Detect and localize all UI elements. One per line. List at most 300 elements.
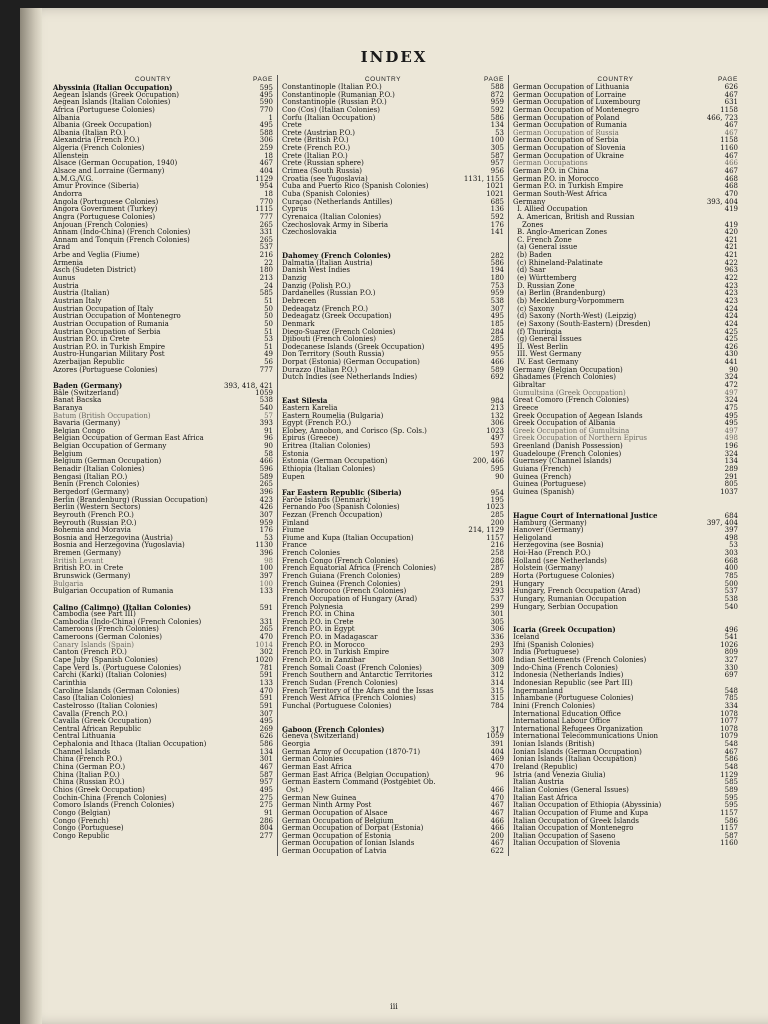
- section-gap: [513, 497, 738, 505]
- index-entry: [53, 833, 273, 841]
- entry-page: 396: [259, 549, 273, 558]
- entry-country: East Silesia: [282, 396, 328, 406]
- entry-page: 538: [724, 594, 738, 603]
- index-entry: [282, 313, 504, 321]
- entry-country: Faröe Islands (Denmark): [282, 495, 371, 504]
- entry-country: A.M.G./V.G.: [53, 174, 94, 183]
- entry-page: 293: [490, 587, 504, 596]
- entry-page: 336: [490, 633, 504, 642]
- entry-page: 1131, 1155: [463, 174, 504, 183]
- entry-country: (g) General Issues: [517, 335, 582, 344]
- entry-country: Caroline Islands (German Colonies): [53, 686, 180, 695]
- entry-page: 468: [724, 182, 738, 191]
- entry-page: 265: [259, 625, 273, 634]
- entry-country: French P.O. in China: [282, 610, 355, 619]
- entry-page: 1078: [720, 709, 738, 718]
- entry-page: 331: [259, 617, 273, 626]
- entry-page: 548: [724, 740, 738, 749]
- entry-country: Dalmatia (Italian Austria): [282, 258, 373, 267]
- entry-page: 548: [724, 763, 738, 772]
- entry-page: 500: [724, 579, 738, 588]
- entry-page: 1014: [255, 640, 273, 649]
- entry-page: 404: [259, 167, 273, 176]
- entry-page: 1037: [720, 487, 738, 496]
- entry-country: Germany (Belgian Occupation): [513, 365, 623, 374]
- entry-page: 589: [490, 365, 504, 374]
- entry-country: Cape Verd Is. (Portuguese Colonies): [53, 663, 182, 672]
- index-entry: [53, 672, 273, 680]
- entry-page: 100: [259, 564, 273, 573]
- entry-country: Guinea (Spanish): [513, 487, 575, 496]
- index-entry: [53, 397, 273, 405]
- entry-country: Crimea (South Russia): [282, 167, 363, 176]
- entry-country: German P.O. in Turkish Empire: [513, 182, 624, 191]
- entry-page: 589: [259, 472, 273, 481]
- entry-page: 595: [724, 793, 738, 802]
- entry-page: 777: [259, 212, 273, 221]
- entry-country: Cuba (Spanish Colonies): [282, 189, 370, 198]
- entry-page: 697: [724, 671, 738, 680]
- entry-country: French Colonies: [282, 549, 341, 558]
- entry-country: Congo (Belgian): [53, 808, 111, 817]
- entry-page: 777: [259, 365, 273, 374]
- entry-country: Indian Settlements (French Colonies): [513, 656, 647, 665]
- entry-page: 324: [724, 449, 738, 458]
- entry-country: French Equatorial Africa (French Colonies): [282, 564, 436, 573]
- entry-page: 315: [490, 694, 504, 703]
- entry-page: 315: [490, 686, 504, 695]
- entry-page: 299: [490, 602, 504, 611]
- entry-country: Alsace and Lorraine (Germany): [53, 167, 165, 176]
- entry-page: 467: [490, 808, 504, 817]
- entry-country: Hungary, Rumanian Occupation: [513, 594, 627, 603]
- entry-country: Cambodia (see Part III): [53, 610, 136, 619]
- entry-country: Annam and Tonquin (French Colonies): [53, 235, 190, 244]
- entry-country: Gumultsina (Greek Occupation): [513, 388, 626, 397]
- index-entry: [53, 367, 273, 375]
- index-entry: [513, 573, 738, 581]
- entry-page: 397, 404: [706, 518, 738, 527]
- entry-page: 423: [259, 495, 273, 504]
- entry-page: 538: [490, 296, 504, 305]
- index-entry: [513, 260, 738, 268]
- entry-page: 591: [259, 701, 273, 710]
- entry-page: 293: [490, 640, 504, 649]
- entry-country: France: [282, 541, 307, 550]
- entry-country: German Occupation of Luxembourg: [513, 98, 641, 107]
- entry-page: 1130: [255, 541, 273, 550]
- entry-page: 200, 466: [472, 457, 504, 466]
- section-gap: [282, 711, 504, 719]
- entry-country: Abyssinia (Italian Occupation): [53, 83, 173, 92]
- entry-page: 98: [264, 556, 273, 565]
- entry-page: 180: [490, 274, 504, 283]
- entry-page: 307: [259, 709, 273, 718]
- entry-page: 470: [490, 793, 504, 802]
- entry-country: Gaboon (French Colonies): [282, 724, 385, 734]
- entry-page: 472: [724, 380, 738, 389]
- entry-page: 289: [490, 572, 504, 580]
- entry-page: 495: [259, 90, 273, 99]
- entry-page: 423: [724, 296, 738, 305]
- entry-page: 467: [724, 121, 738, 130]
- entry-country: China (Italian P.O.): [53, 770, 120, 779]
- entry-page: 419: [724, 220, 738, 229]
- entry-country: Hague Court of International Justice: [513, 510, 658, 520]
- entry-country: Angra (Portuguese Colonies): [53, 212, 156, 221]
- entry-page: 306: [490, 419, 504, 428]
- entry-page: 53: [264, 533, 273, 542]
- entry-country: (f) Thuringia: [517, 327, 562, 336]
- entry-page: 195: [490, 495, 504, 504]
- entry-page: 984: [490, 397, 504, 406]
- entry-country: Canton (French P.O.): [53, 648, 127, 657]
- entry-page: 804: [259, 824, 273, 833]
- index-entry: [513, 397, 738, 405]
- entry-country: Amur Province (Siberia): [53, 182, 139, 191]
- entry-page: 1157: [720, 808, 738, 817]
- entry-page: 1077: [720, 717, 738, 726]
- entry-country: China (German P.O.): [53, 763, 126, 772]
- entry-page: 1157: [720, 824, 738, 833]
- entry-page: 541: [724, 633, 738, 642]
- entry-page: 466: [724, 159, 738, 168]
- entry-country: German Occupation of Montenegro: [513, 105, 639, 114]
- entry-page: 213: [490, 403, 504, 412]
- entry-country: Epirus (Greece): [282, 434, 339, 443]
- entry-page: 959: [490, 98, 504, 107]
- entry-page: 956: [490, 167, 504, 176]
- entry-page: 495: [259, 121, 273, 130]
- entry-country: II. West Berlin: [517, 342, 568, 351]
- entry-page: 96: [495, 770, 504, 779]
- entry-page: 784: [490, 701, 504, 710]
- entry-page: 56: [264, 358, 273, 367]
- entry-country: German Ninth Army Post: [282, 801, 372, 810]
- entry-page: 626: [259, 732, 273, 741]
- entry-page: 467: [724, 747, 738, 756]
- index-column-1: [49, 75, 278, 856]
- entry-country: British P.O. in Crete: [53, 564, 124, 573]
- entry-page: 96: [264, 434, 273, 443]
- entry-country: Holstein (Germany): [513, 564, 583, 573]
- entry-country: French Southern and Antarctic Territories: [282, 671, 433, 680]
- entry-page: 466: [490, 358, 504, 367]
- entry-country: I. Allied Occupation: [517, 205, 588, 214]
- index-entry: [513, 489, 738, 497]
- entry-page: 216: [259, 251, 273, 260]
- entry-country: Bengasi (Italian P.O.): [53, 472, 128, 481]
- entry-country: Cape Juby (Spanish Colonies): [53, 656, 158, 665]
- entry-page: 213: [259, 274, 273, 283]
- entry-country: German Occupation of Estonia: [282, 831, 392, 840]
- entry-country: Belgium (German Occupation): [53, 457, 162, 466]
- entry-country: International Education Office: [513, 709, 621, 718]
- entry-country: Canary Islands (Spain): [53, 640, 134, 649]
- entry-page: 24: [264, 281, 273, 290]
- entry-page: 809: [724, 648, 738, 657]
- entry-page: 591: [259, 603, 273, 612]
- entry-page: 18: [264, 151, 273, 160]
- entry-country: Carchi (Karki) (Italian Colonies): [53, 671, 167, 680]
- entry-page: 286: [490, 556, 504, 565]
- entry-country: Batum (British Occupation): [53, 411, 151, 420]
- entry-page: 301: [490, 610, 504, 619]
- entry-country: Estonia: [282, 449, 309, 458]
- entry-country: Dorpat (Estonia) (German Occupation): [282, 358, 420, 367]
- entry-country: Fernando Poo (Spanish Colonies): [282, 503, 400, 512]
- page-header: PAGE: [484, 76, 504, 83]
- entry-page: 685: [490, 197, 504, 206]
- entry-country: German Occupation of Belgium: [282, 816, 394, 825]
- entry-page: 305: [490, 617, 504, 626]
- entry-country: Greek Occupation of Albania: [513, 419, 616, 428]
- entry-page: 495: [259, 717, 273, 726]
- entry-country: (a) Berlin (Brandenburg): [517, 289, 606, 298]
- entry-page: 467: [259, 159, 273, 168]
- entry-page: 307: [259, 510, 273, 519]
- country-header: COUNTRY: [364, 76, 402, 83]
- entry-country: Castelrosso (Italian Colonies): [53, 701, 158, 710]
- entry-country: Crete: [282, 121, 302, 130]
- entry-page: 277: [259, 831, 273, 840]
- entry-country: Berlin (Brandenburg) (Russian Occupation): [53, 495, 208, 504]
- entry-page: 540: [259, 403, 273, 412]
- entry-country: Albania: [53, 113, 80, 122]
- entry-page: 91: [264, 808, 273, 817]
- entry-country: Italian Occupation of Fiume and Kupa: [513, 808, 649, 817]
- entry-country: Armenia: [53, 258, 84, 267]
- entry-country: Bâle (Switzerland): [53, 388, 119, 397]
- entry-page: 314: [490, 678, 504, 687]
- entry-page: 425: [724, 335, 738, 344]
- entry-country: Arbe and Veglia (Fiume): [53, 251, 140, 260]
- entry-page: 595: [259, 84, 273, 92]
- entry-country: German East Africa (Belgian Occupation): [282, 770, 430, 779]
- entry-page: 396: [259, 487, 273, 496]
- entry-country: Algeria (French Colonies): [53, 144, 145, 153]
- entry-country: Cavalla (French P.O.): [53, 709, 128, 718]
- entry-country: Constantinople (Russian P.O.): [282, 98, 387, 107]
- entry-country: Allenstein: [53, 151, 89, 160]
- entry-page: 22: [264, 258, 273, 267]
- entry-country: Georgia: [282, 740, 311, 749]
- entry-page: 954: [259, 182, 273, 191]
- entry-country: German P.O. in China: [513, 167, 589, 176]
- entry-page: 312: [490, 671, 504, 680]
- entry-page: 593: [490, 442, 504, 451]
- entry-page: 327: [724, 656, 738, 665]
- entry-page: 589: [724, 785, 738, 794]
- entry-page: 393: [259, 419, 273, 428]
- entry-country: French P.O. in Crete: [282, 617, 354, 626]
- index-entry: [282, 443, 504, 451]
- entry-page: 100: [259, 579, 273, 588]
- entry-page: 53: [264, 335, 273, 344]
- entry-page: 200: [490, 518, 504, 527]
- entry-page: 591: [259, 694, 273, 703]
- entry-page: 668: [724, 556, 738, 565]
- entry-page: 133: [259, 587, 273, 596]
- entry-country: Azores (Portuguese Colonies): [53, 365, 158, 374]
- entry-country: Holland (see Netherlands): [513, 556, 607, 565]
- country-header: COUNTRY: [597, 76, 634, 83]
- entry-country: Austrian Occupation of Montenegro: [53, 312, 181, 321]
- entry-country: Hoi-Hao (French P.O.): [513, 549, 591, 558]
- entry-country: Congo (Portuguese): [53, 824, 124, 833]
- entry-page: 595: [724, 801, 738, 810]
- entry-page: 466: [490, 824, 504, 833]
- index-column-3: [509, 75, 742, 856]
- entry-page: 258: [490, 549, 504, 558]
- entry-country: Istria (and Venezia Giulia): [513, 770, 606, 779]
- entry-country: Bulgarian Occupation of Rumania: [53, 587, 174, 596]
- entry-page: 1129: [255, 174, 273, 183]
- entry-country: Greece: [513, 403, 539, 412]
- index-entry: [282, 512, 504, 520]
- entry-country: Belgian Occupation of German East Africa: [53, 434, 204, 443]
- entry-page: 467: [259, 763, 273, 772]
- entry-country: Congo (French): [53, 816, 109, 825]
- entry-page: 286: [259, 816, 273, 825]
- entry-country: French Polynesia: [282, 602, 343, 611]
- index-entry: [282, 848, 504, 856]
- entry-page: 585: [259, 289, 273, 298]
- entry-page: 51: [264, 342, 273, 351]
- entry-page: 132: [490, 411, 504, 420]
- entry-country: China (Russian P.O.): [53, 778, 125, 787]
- entry-page: 1026: [720, 640, 738, 649]
- entry-country: Austrian Occupation of Serbia: [53, 327, 161, 336]
- entry-page: 100: [490, 136, 504, 145]
- entry-country: IV. East Germany: [517, 358, 579, 367]
- entry-country: French Somali Coast (French Colonies): [282, 663, 422, 672]
- entry-page: 309: [490, 663, 504, 672]
- entry-country: Azerbaijan Republic: [53, 358, 125, 367]
- entry-country: Benadir (Italian Colonies): [53, 465, 145, 474]
- entry-country: (c) Rhineland-Palatinate: [517, 258, 603, 267]
- entry-country: Herzegovina (see Bosnia): [513, 541, 604, 550]
- entry-page: 872: [490, 90, 504, 99]
- entry-page: 781: [259, 663, 273, 672]
- entry-page: 423: [724, 289, 738, 298]
- entry-country: Eastern Roumelia (Bulgaria): [282, 411, 384, 420]
- entry-page: 1059: [486, 732, 504, 741]
- entry-page: 469: [490, 755, 504, 764]
- entry-country: Fiume and Kupa (Italian Occupation): [282, 533, 414, 542]
- entry-page: 51: [264, 296, 273, 305]
- entry-page: 285: [490, 335, 504, 344]
- entry-country: Coo (Cos) (Italian Colonies): [282, 105, 380, 114]
- entry-country: French P.O. in Egypt: [282, 625, 355, 634]
- entry-page: 537: [490, 594, 504, 603]
- entry-page: 305: [490, 144, 504, 153]
- entry-page: 468: [724, 174, 738, 183]
- entry-page: 393, 404: [706, 197, 738, 206]
- entry-country: Guadeloupe (French Colonies): [513, 449, 622, 458]
- entry-page: 176: [259, 526, 273, 535]
- entry-page: 317: [490, 725, 504, 734]
- entry-country: Austro-Hungarian Military Post: [53, 350, 165, 359]
- entry-country: Guinea (Portuguese): [513, 480, 587, 489]
- entry-page: 424: [724, 319, 738, 328]
- entry-page: 50: [264, 304, 273, 313]
- entry-page: 18: [264, 189, 273, 198]
- entry-country: German South-West Africa: [513, 189, 608, 198]
- entry-country: Dahomey (French Colonies): [282, 251, 391, 261]
- entry-country: Asch (Sudeten District): [53, 266, 136, 275]
- entry-page: 1160: [720, 144, 738, 153]
- entry-country: German Occupation of Latvia: [282, 847, 387, 856]
- entry-country: Central African Republic: [53, 724, 142, 733]
- entry-page: 586: [490, 258, 504, 267]
- entry-country: Italian Austria: [513, 778, 564, 787]
- entry-country: Cambodia (Indo-China) (French Colonies): [53, 617, 202, 626]
- entry-country: German Occupation of Rumania: [513, 121, 627, 130]
- entry-page: 307: [490, 648, 504, 657]
- index-entry: [282, 115, 504, 123]
- entry-country: Indo-China (French Colonies): [513, 663, 618, 672]
- entry-country: Congo Republic: [53, 831, 110, 840]
- entry-country: International Telecommunications Union: [513, 732, 659, 741]
- entry-country: (a) General issue: [517, 243, 578, 252]
- entry-country: French Occupation of Hungary (Arad): [282, 594, 418, 603]
- entry-country: (d) Saar: [517, 266, 546, 275]
- entry-page: 57: [264, 411, 273, 420]
- entry-page: 49: [264, 350, 273, 359]
- entry-page: 214, 1129: [468, 526, 504, 535]
- page-binding-shadow: [20, 8, 42, 1024]
- entry-page: 467: [724, 151, 738, 160]
- entry-country: Curaçao (Netherlands Antilles): [282, 197, 393, 206]
- entry-country: Crete (Russian sphere): [282, 159, 364, 168]
- entry-page: 1129: [720, 770, 738, 779]
- entry-page: 50: [264, 312, 273, 321]
- entry-country: Berlin (Western Sectors): [53, 503, 141, 512]
- entry-page: 470: [724, 189, 738, 198]
- entry-page: 1023: [486, 503, 504, 512]
- entry-country: Italian Occupation of Slovenia: [513, 839, 621, 848]
- entry-country: C. French Zone: [517, 235, 572, 244]
- entry-page: 422: [724, 274, 738, 283]
- entry-country: A. American, British and Russian: [517, 212, 635, 221]
- entry-country: German Army of Occupation (1870-71): [282, 747, 421, 756]
- entry-page: 538: [259, 396, 273, 405]
- entry-country: Banat Bacska: [53, 396, 102, 405]
- entry-country: French Guinea (French Colonies): [282, 579, 401, 588]
- entry-page: 467: [490, 801, 504, 810]
- entry-country: French Congo (French Colonies): [282, 556, 398, 565]
- entry-country: Danzig: [282, 274, 307, 283]
- entry-page: 424: [724, 304, 738, 313]
- entry-country: Don Territory (South Russia): [282, 350, 385, 359]
- entry-page: 90: [729, 365, 738, 374]
- entry-page: 133: [259, 678, 273, 687]
- entry-country: Brunswick (Germany): [53, 572, 131, 580]
- entry-country: Ifni (Spanish Colonies): [513, 640, 594, 649]
- entry-country: Bosnia and Herzegovina (Austria): [53, 533, 173, 542]
- entry-page: 216: [490, 541, 504, 550]
- entry-page: 291: [490, 579, 504, 588]
- entry-country: Dedeagatz (Greek Occupation): [282, 312, 392, 321]
- entry-country: Eritrea (Italian Colonies): [282, 442, 371, 451]
- entry-country: German East Africa: [282, 763, 352, 772]
- entry-country: German Colonies: [282, 755, 344, 764]
- entry-country: India (Portuguese): [513, 648, 580, 657]
- entry-country: Greek Occupation of Gumultsina: [513, 426, 630, 435]
- entry-page: 540: [724, 602, 738, 611]
- entry-country: Czechoslovakia: [282, 228, 337, 237]
